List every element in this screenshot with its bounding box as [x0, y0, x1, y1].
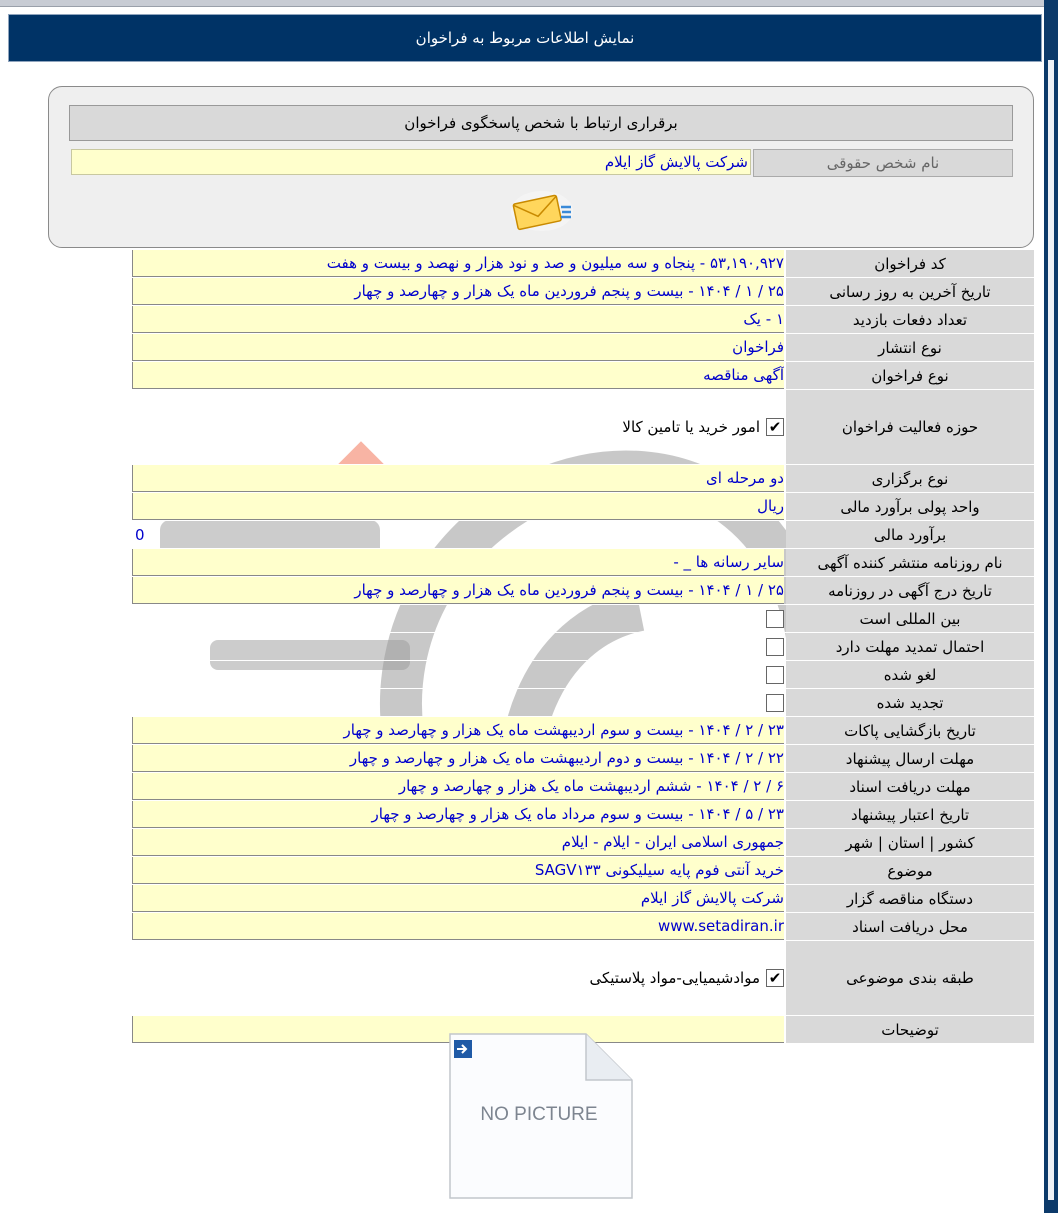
person-label: نام شخص حقوقی	[753, 149, 1013, 177]
activity-checkbox[interactable]: ✔	[766, 418, 784, 436]
organizer-label: دستگاه مناقصه گزار	[786, 885, 1034, 912]
row-category	[132, 941, 1034, 1016]
holding-type-value: دو مرحله ای	[132, 465, 784, 492]
row-call-type	[132, 362, 1034, 390]
international-label: بین المللی است	[786, 605, 1034, 632]
row-renewed	[132, 689, 1034, 717]
vertical-scrollbar[interactable]	[1044, 0, 1058, 1213]
envelope-icon[interactable]	[509, 189, 575, 233]
cancelled-label: لغو شده	[786, 661, 1034, 688]
newspaper-date-label: تاریخ درج آگهی در روزنامه	[786, 577, 1034, 604]
renewed-label: تجدید شده	[786, 689, 1034, 716]
visits-label: تعداد دفعات بازدید	[786, 306, 1034, 333]
page-header	[8, 14, 1042, 62]
send-deadline-label: مهلت ارسال پیشنهاد	[786, 745, 1034, 772]
publish-type-value: فراخوان	[132, 334, 784, 361]
doc-place-label: محل دریافت اسناد	[786, 913, 1034, 940]
renewed-checkbox[interactable]	[766, 694, 784, 712]
details-table	[132, 250, 1034, 1044]
opening-date-value: ۲۳ / ۲ / ۱۴۰۴ - بیست و سوم اردیبهشت ماه یک هزار و چهارصد و چهار	[132, 717, 784, 744]
activity-option: امور خرید یا تامین کالا	[622, 418, 760, 436]
window-top-border	[0, 0, 1058, 7]
estimate-number: 0	[135, 525, 145, 544]
last-update-label: تاریخ آخرین به روز رسانی	[786, 278, 1034, 305]
category-label: طبقه بندی موضوعی	[786, 941, 1034, 1015]
row-subject	[132, 857, 1034, 885]
newspaper-date-value: ۲۵ / ۱ / ۱۴۰۴ - بیست و پنجم فروردین ماه یک هزار و چهارصد و چهار	[132, 577, 784, 604]
person-value: شرکت پالایش گاز ایلام	[71, 149, 751, 175]
send-deadline-value: ۲۲ / ۲ / ۱۴۰۴ - بیست و دوم اردیبهشت ماه یک هزار و چهارصد و چهار	[132, 745, 784, 772]
validity-value: ۲۳ / ۵ / ۱۴۰۴ - بیست و سوم مرداد ماه یک هزار و چهارصد و چهار	[132, 801, 784, 828]
newspaper-label: نام روزنامه منتشر کننده آگهی	[786, 549, 1034, 576]
organizer-value: شرکت پالایش گاز ایلام	[132, 885, 784, 912]
row-holding-type	[132, 465, 1034, 493]
row-activity	[132, 390, 1034, 465]
estimate-label: برآورد مالی	[786, 521, 1034, 548]
category-option: موادشیمیایی-مواد پلاستیکی	[589, 969, 760, 987]
currency-label: واحد پولی برآورد مالی	[786, 493, 1034, 520]
opening-date-label: تاریخ بازگشایی پاکات	[786, 717, 1034, 744]
cancelled-checkbox[interactable]	[766, 666, 784, 684]
no-picture-text: NO PICTURE	[480, 1104, 598, 1125]
row-currency	[132, 493, 1034, 521]
row-code	[132, 250, 1034, 278]
row-validity	[132, 801, 1034, 829]
receive-deadline-value: ۶ / ۲ / ۱۴۰۴ - ششم اردیبهشت ماه یک هزار و چهارصد و چهار	[132, 773, 784, 800]
row-last-update	[132, 278, 1034, 306]
activity-value	[132, 390, 784, 464]
category-checkbox[interactable]: ✔	[766, 969, 784, 987]
row-publish-type	[132, 334, 1034, 362]
activity-label: حوزه فعالیت فراخوان	[786, 390, 1034, 464]
notes-label: توضیحات	[786, 1016, 1034, 1043]
row-opening-date	[132, 717, 1034, 745]
row-organizer	[132, 885, 1034, 913]
category-value	[132, 941, 784, 1015]
last-update-value: ۲۵ / ۱ / ۱۴۰۴ - بیست و پنجم فروردین ماه یک هزار و چهارصد و چهار	[132, 278, 784, 305]
location-value: جمهوری اسلامی ایران - ایلام - ایلام	[132, 829, 784, 856]
holding-type-label: نوع برگزاری	[786, 465, 1034, 492]
validity-label: تاریخ اعتبار پیشنهاد	[786, 801, 1034, 828]
scrollbar-track[interactable]	[1048, 60, 1054, 1200]
doc-place-value[interactable]: www.setadiran.ir	[132, 913, 784, 940]
publish-type-label: نوع انتشار	[786, 334, 1034, 361]
extension-checkbox[interactable]	[766, 638, 784, 656]
code-value: ۵۳,۱۹۰,۹۲۷ - پنجاه و سه میلیون و صد و نود هزار و نهصد و بیست و هفت	[132, 250, 784, 277]
row-send-deadline	[132, 745, 1034, 773]
international-checkbox[interactable]	[766, 610, 784, 628]
currency-value: ریال	[132, 493, 784, 520]
estimate-value	[132, 521, 784, 548]
subject-label: موضوع	[786, 857, 1034, 884]
call-type-label: نوع فراخوان	[786, 362, 1034, 389]
call-type-value: آگهی مناقصه	[132, 362, 784, 389]
receive-deadline-label: مهلت دریافت اسناد	[786, 773, 1034, 800]
row-international	[132, 605, 1034, 633]
location-label: کشور | استان | شهر	[786, 829, 1034, 856]
subject-value: خرید آنتی فوم پایه سیلیکونی SAGV۱۳۳	[132, 857, 784, 884]
row-newspaper-date	[132, 577, 1034, 605]
no-picture-image	[446, 1030, 636, 1202]
newspaper-value: سایر رسانه ها _ -	[132, 549, 784, 576]
row-estimate	[132, 521, 1034, 549]
contact-panel	[48, 86, 1034, 248]
code-label: کد فراخوان	[786, 250, 1034, 277]
row-receive-deadline	[132, 773, 1034, 801]
row-newspaper	[132, 549, 1034, 577]
row-doc-place	[132, 913, 1034, 941]
visits-value: ۱ - یک	[132, 306, 784, 333]
row-location	[132, 829, 1034, 857]
row-cancelled	[132, 661, 1034, 689]
contact-title: برقراری ارتباط با شخص پاسخگوی فراخوان	[69, 105, 1013, 141]
row-visits	[132, 306, 1034, 334]
page-title: نمایش اطلاعات مربوط به فراخوان	[415, 29, 635, 47]
extension-label: احتمال تمدید مهلت دارد	[786, 633, 1034, 660]
row-extension	[132, 633, 1034, 661]
